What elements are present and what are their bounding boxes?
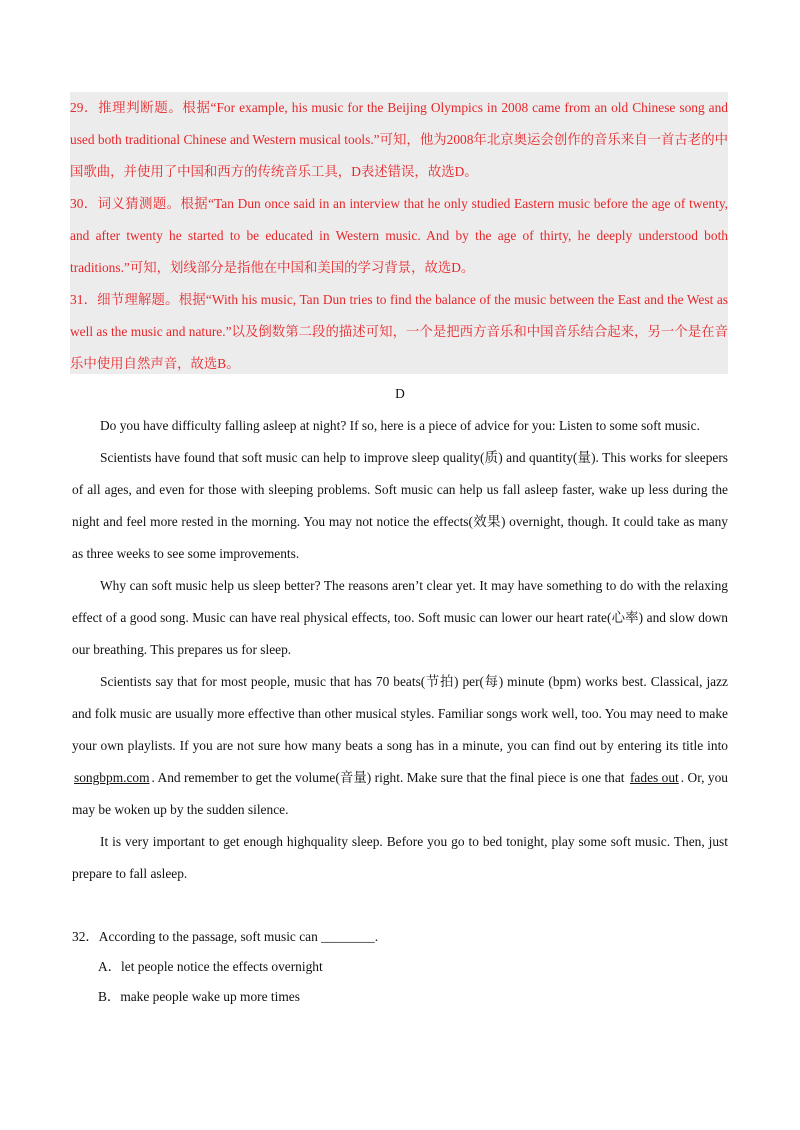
option-a: A．let people notice the effects overnight [98, 959, 323, 974]
question-32 [72, 922, 728, 1012]
paragraph-4-part-b: . And remember to get the volume(音量) right. Make sure that the final piece is one that [151, 770, 625, 785]
passage-paragraph-3: Why can soft music help us sleep better? The reasons aren’t clear yet. It may have something to do with the relaxing effect of a good song. Music can have real physical effects, too. Soft music can lower our heart rate(心率) and slow down our breathing. This prepares us for sleep. [72, 578, 728, 657]
section-heading: D [395, 386, 405, 401]
answer-explanations [70, 92, 728, 374]
passage-paragraph-5: It is very important to get enough highquality sleep. Before you go to bed tonight, play some soft music. Then, just prepare to fall asleep. [72, 834, 728, 881]
passage-paragraph-4 [72, 666, 728, 826]
option-b: B．make people wake up more times [98, 989, 300, 1004]
passage-paragraph-2: Scientists have found that soft music can help to improve sleep quality(质) and quantity(量). This works for sleepers of all ages, and even for those with sleeping problems. Soft music can help us fall asleep faster, wake up less during the night and feel more rested in the morning. You may not notice the effects(效果) overnight, though. It could take as many as three weeks to see some improvements. [72, 450, 728, 561]
reading-passage [72, 410, 728, 890]
paragraph-4-part-a: Scientists say that for most people, music that has 70 beats(节拍) per(每) minute (bpm) works best. Classical, jazz and folk music are usually more effective than other musical styles. Familiar songs work well, too. You may need to make your own playlists. If you are not sure how many beats a song has in a minute, you can find out by entering its title into [72, 674, 728, 753]
underlined-phrase: fades out [629, 770, 679, 785]
answer-31: 31．细节理解题。根据“With his music, Tan Dun tries to find the balance of the music between the East and the West as well as the music and nature.”以及倒数第二段的描述可知，一个是把西方音乐和中国音乐结合起来，另一个是在音乐中使用自然声音，故选B。 [70, 292, 728, 371]
answer-29: 29．推理判断题。根据“For example, his music for the Beijing Olympics in 2008 came from an old Chinese song and used both traditional Chinese and Western musical tools.”可知，他为2008年北京奥运会创作的音乐来自一首古老的中国歌曲，并使用了中国和西方的传统音乐工具，D表述错误，故选D。 [70, 100, 728, 179]
songbpm-link[interactable]: songbpm.com [74, 770, 150, 785]
question-stem: 32．According to the passage, soft music can ________. [72, 929, 379, 944]
paragraph-4-part-c: . Or, you may be woken up by the sudden silence. [72, 770, 728, 817]
passage-paragraph-1: Do you have difficulty falling asleep at night? If so, here is a piece of advice for you: Listen to some soft music. [100, 418, 700, 433]
answer-30: 30．词义猜测题。根据“Tan Dun once said in an interview that he only studied Eastern music before the age of twenty, and after twenty he started to be educated in Western music. And by the age of thirty, he deeply understood both traditions.”可知，划线部分是指他在中国和美国的学习背景，故选D。 [70, 196, 728, 275]
